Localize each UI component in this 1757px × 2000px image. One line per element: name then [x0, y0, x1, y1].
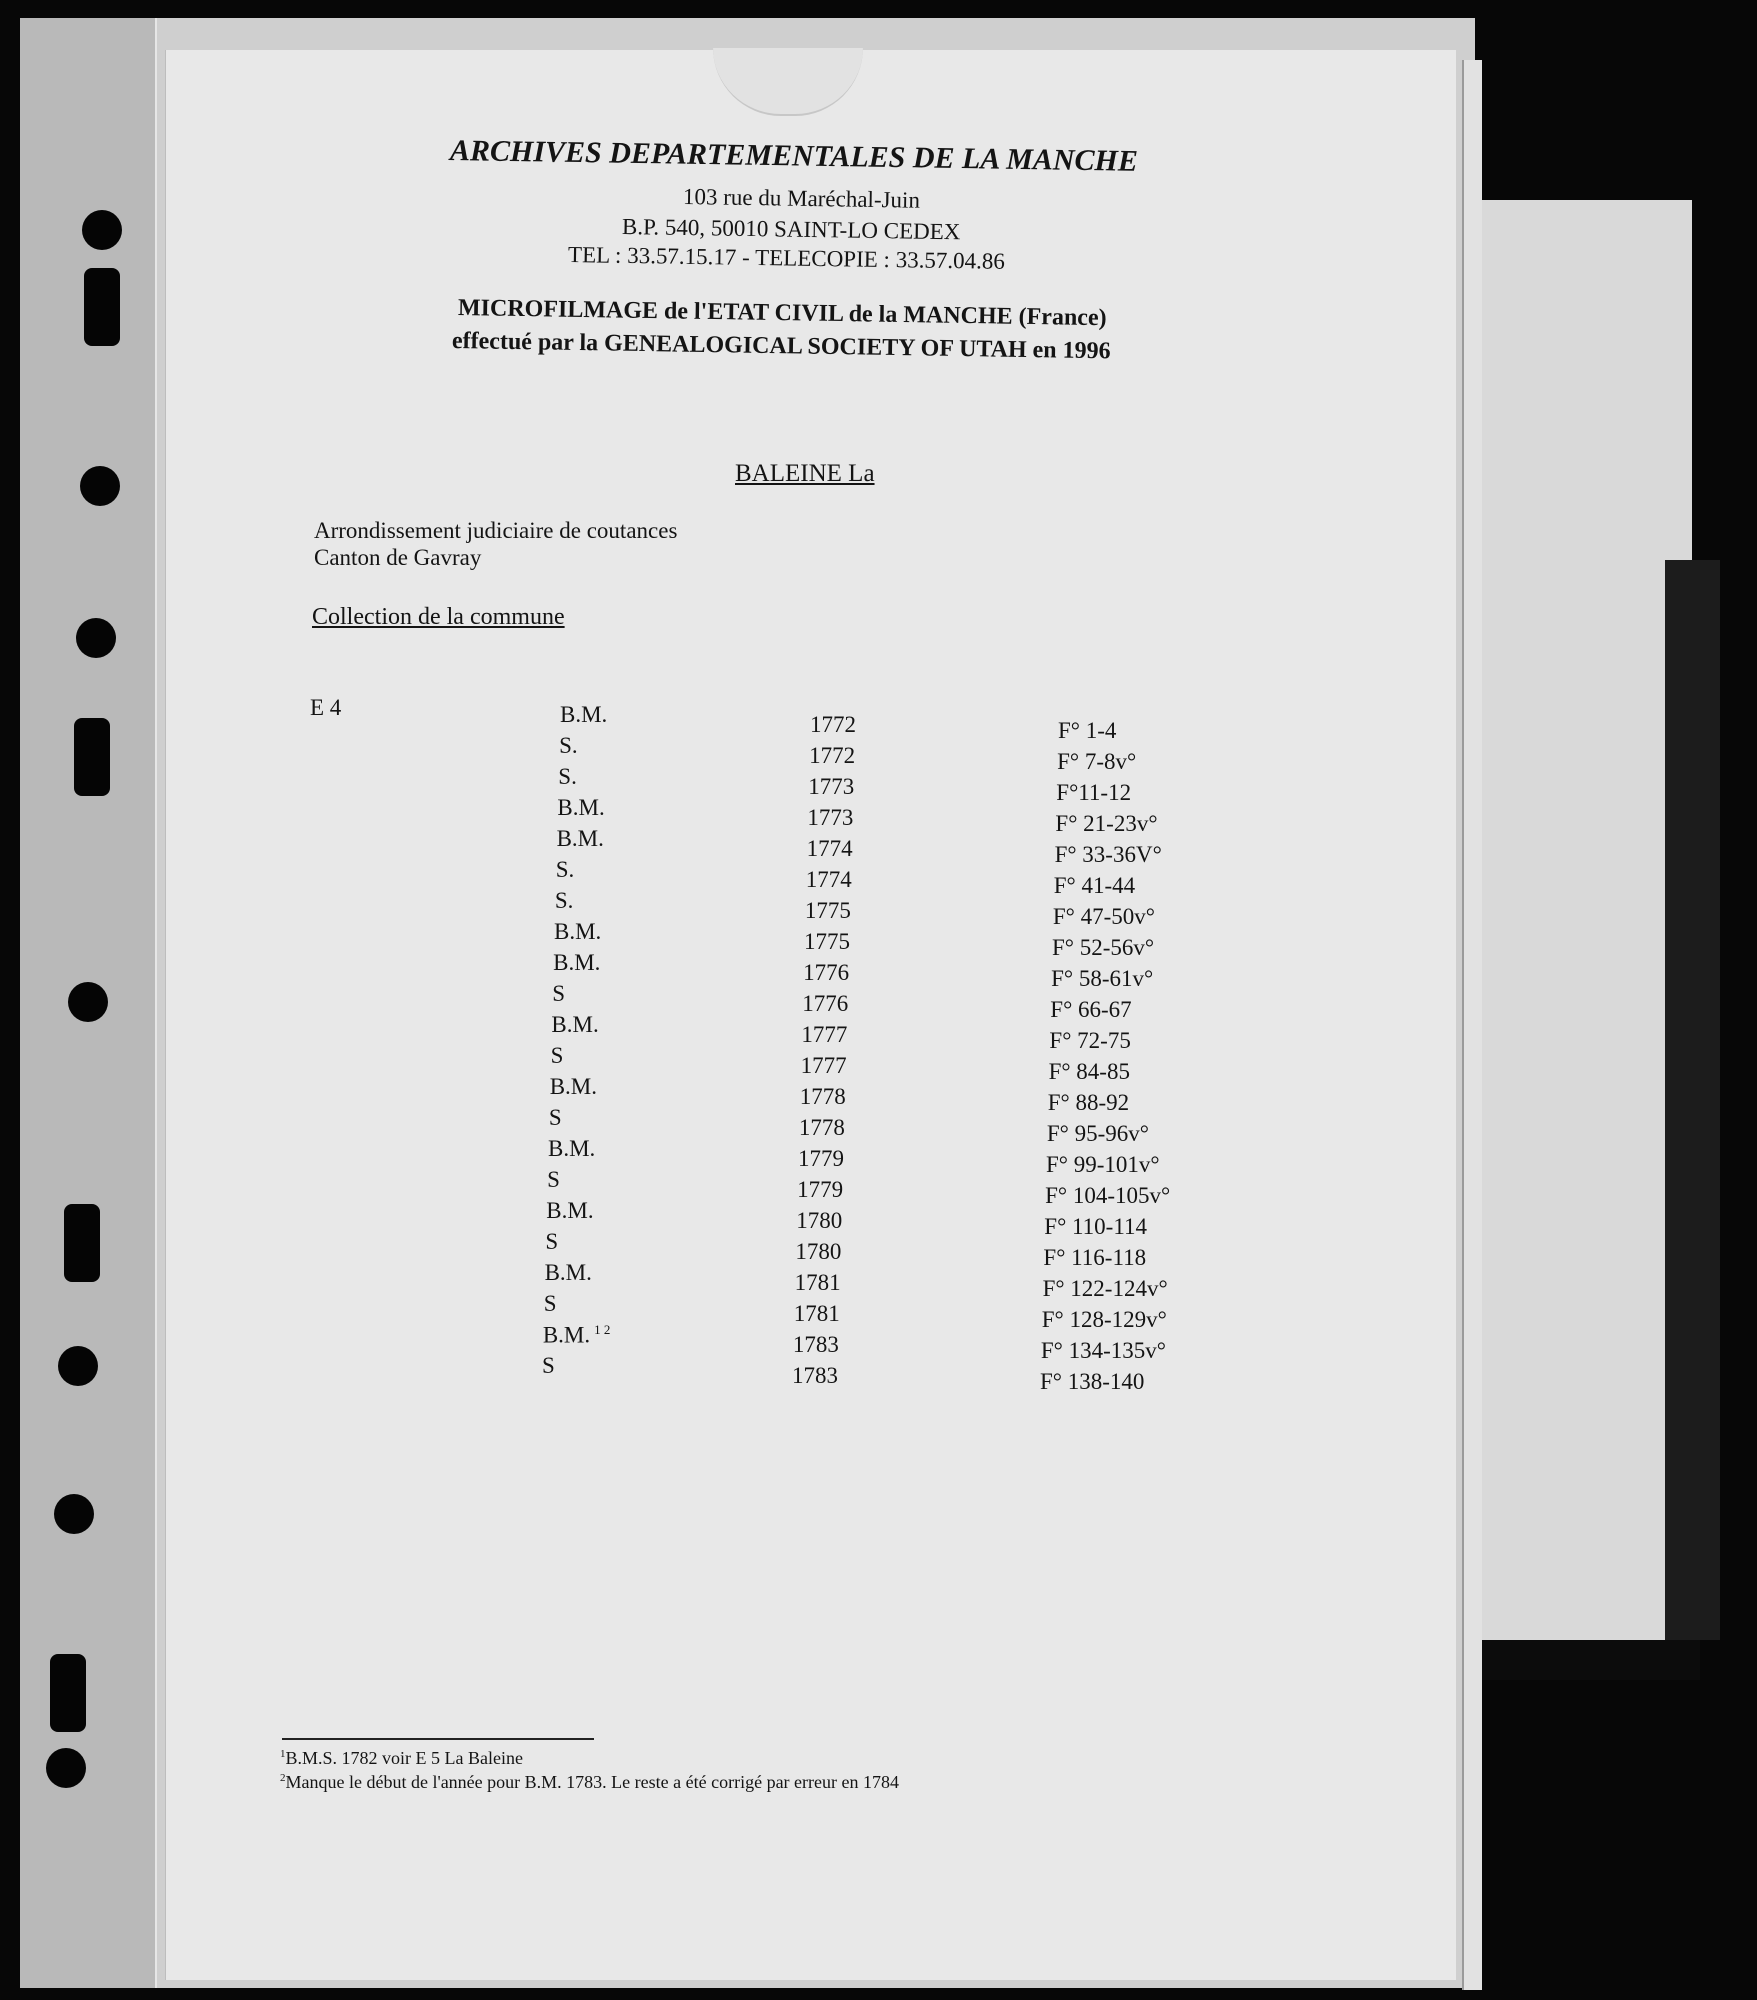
canton: Canton de Gavray	[314, 545, 482, 570]
record-folio: F° 110-114	[1044, 1214, 1147, 1239]
record-year: 1772	[809, 743, 856, 768]
record-year: 1775	[804, 929, 850, 954]
record-year: 1772	[810, 712, 856, 737]
record-type: S	[552, 981, 566, 1006]
punch-hole	[82, 210, 122, 250]
record-type: S	[543, 1291, 557, 1316]
record-year: 1773	[808, 774, 855, 799]
record-year: 1775	[804, 898, 851, 923]
punch-hole	[46, 1748, 86, 1788]
contact-line: TEL : 33.57.15.17 - TELECOPIE : 33.57.04.86	[567, 242, 1006, 274]
record-folio: F° 33-36V°	[1054, 842, 1162, 867]
record-year: 1777	[801, 1022, 848, 1047]
record-year: 1773	[807, 805, 854, 830]
record-folio: F° 99-101v°	[1046, 1152, 1160, 1177]
record-year: 1779	[797, 1177, 844, 1202]
record-folio: F° 104-105v°	[1045, 1183, 1171, 1208]
punch-slot	[84, 268, 120, 346]
record-year: 1778	[799, 1084, 846, 1109]
record-folio: F° 41-44	[1053, 873, 1136, 898]
address-street: 103 rue du Maréchal-Juin	[682, 184, 921, 213]
record-year: 1780	[795, 1239, 842, 1264]
record-year: 1776	[802, 991, 849, 1016]
institution-title: ARCHIVES DEPARTEMENTALES DE LA MANCHE	[449, 134, 1139, 178]
punch-hole	[58, 1346, 98, 1386]
commune-title: BALEINE La	[735, 460, 875, 487]
record-type: B.M.	[557, 795, 605, 820]
record-folio: F° 122-124v°	[1042, 1276, 1168, 1301]
record-type: S	[548, 1105, 562, 1130]
record-folio: F° 1-4	[1058, 718, 1117, 743]
record-year: 1780	[796, 1208, 843, 1233]
record-folio: F° 52-56v°	[1052, 935, 1155, 960]
record-year: 1783	[792, 1363, 838, 1388]
sleeve-edge	[1462, 60, 1482, 1990]
record-type: S.	[559, 733, 578, 758]
record-folio: F° 72-75	[1049, 1028, 1131, 1053]
footnote-rule	[282, 1738, 594, 1740]
record-type: B.M.	[556, 826, 604, 851]
footnote-2: $^2$Manque le début de l'année pour B.M. 1783. Le reste a été corrigé par erreur en 1784	[280, 1772, 900, 1792]
punch-slot	[50, 1654, 86, 1732]
record-type: S.	[555, 857, 575, 882]
record-type: B.M.	[544, 1260, 592, 1285]
record-year: 1781	[794, 1270, 841, 1295]
project-line-1: MICROFILMAGE de l'ETAT CIVIL de la MANCHE (France)	[457, 295, 1107, 332]
record-year: 1781	[793, 1301, 840, 1326]
record-folio: F° 84-85	[1048, 1059, 1130, 1084]
record-type: S	[545, 1229, 559, 1254]
record-type: S	[547, 1167, 560, 1192]
record-type: B.M.	[554, 919, 602, 944]
record-year: 1774	[806, 836, 853, 861]
archive-cote: E 4	[310, 695, 342, 720]
arrondissement: Arrondissement judiciaire de coutances	[314, 518, 678, 543]
project-line-2: effectué par la GENEALOGICAL SOCIETY OF UTAH en 1996	[451, 328, 1111, 365]
record-type: S	[542, 1353, 555, 1378]
record-type: B.M.	[548, 1136, 596, 1161]
record-folio: F° 58-61v°	[1051, 966, 1154, 991]
record-folio: F° 7-8v°	[1057, 749, 1137, 774]
record-type: S.	[558, 764, 577, 789]
record-year: 1777	[800, 1053, 847, 1078]
punch-hole	[80, 466, 120, 506]
record-folio: F° 66-67	[1050, 997, 1132, 1022]
footnote-1: $^1$B.M.S. 1782 voir E 5 La Baleine	[280, 1748, 523, 1768]
punch-hole	[54, 1494, 94, 1534]
record-year: 1779	[798, 1146, 844, 1171]
record-type: S	[550, 1043, 564, 1068]
back-sheet-fold	[1665, 560, 1720, 1640]
record-folio: F° 134-135v°	[1040, 1338, 1166, 1363]
record-type: B.M.	[560, 702, 608, 727]
record-year: 1774	[805, 867, 852, 892]
record-folio: F° 88-92	[1047, 1090, 1130, 1115]
punch-hole	[76, 618, 116, 658]
punch-hole	[68, 982, 108, 1022]
address-city: B.P. 540, 50010 SAINT-LO CEDEX	[621, 214, 961, 245]
record-folio: F° 138-140	[1040, 1369, 1145, 1394]
record-folio: F° 116-118	[1043, 1245, 1147, 1270]
record-type: B.M.	[551, 1012, 599, 1037]
record-type: B.M.	[546, 1198, 594, 1223]
record-year: 1776	[803, 960, 850, 985]
record-type: B.M. $^{1 2}$	[542, 1322, 611, 1348]
punch-slot	[64, 1204, 100, 1282]
record-folio: F°11-12	[1056, 780, 1132, 805]
punch-slot	[74, 718, 110, 796]
record-folio: F° 128-129v°	[1041, 1307, 1167, 1332]
record-folio: F° 47-50v°	[1052, 904, 1155, 929]
record-type: S.	[554, 888, 574, 913]
record-year: 1783	[792, 1332, 839, 1357]
footnote-ref: 1 2	[594, 1322, 611, 1337]
record-folio: F° 21-23v°	[1055, 811, 1158, 836]
collection-heading: Collection de la commune	[312, 604, 565, 630]
record-year: 1778	[798, 1115, 845, 1140]
record-type: B.M.	[549, 1074, 597, 1099]
record-folio: F° 95-96v°	[1046, 1121, 1149, 1146]
record-type: B.M.	[553, 950, 601, 975]
